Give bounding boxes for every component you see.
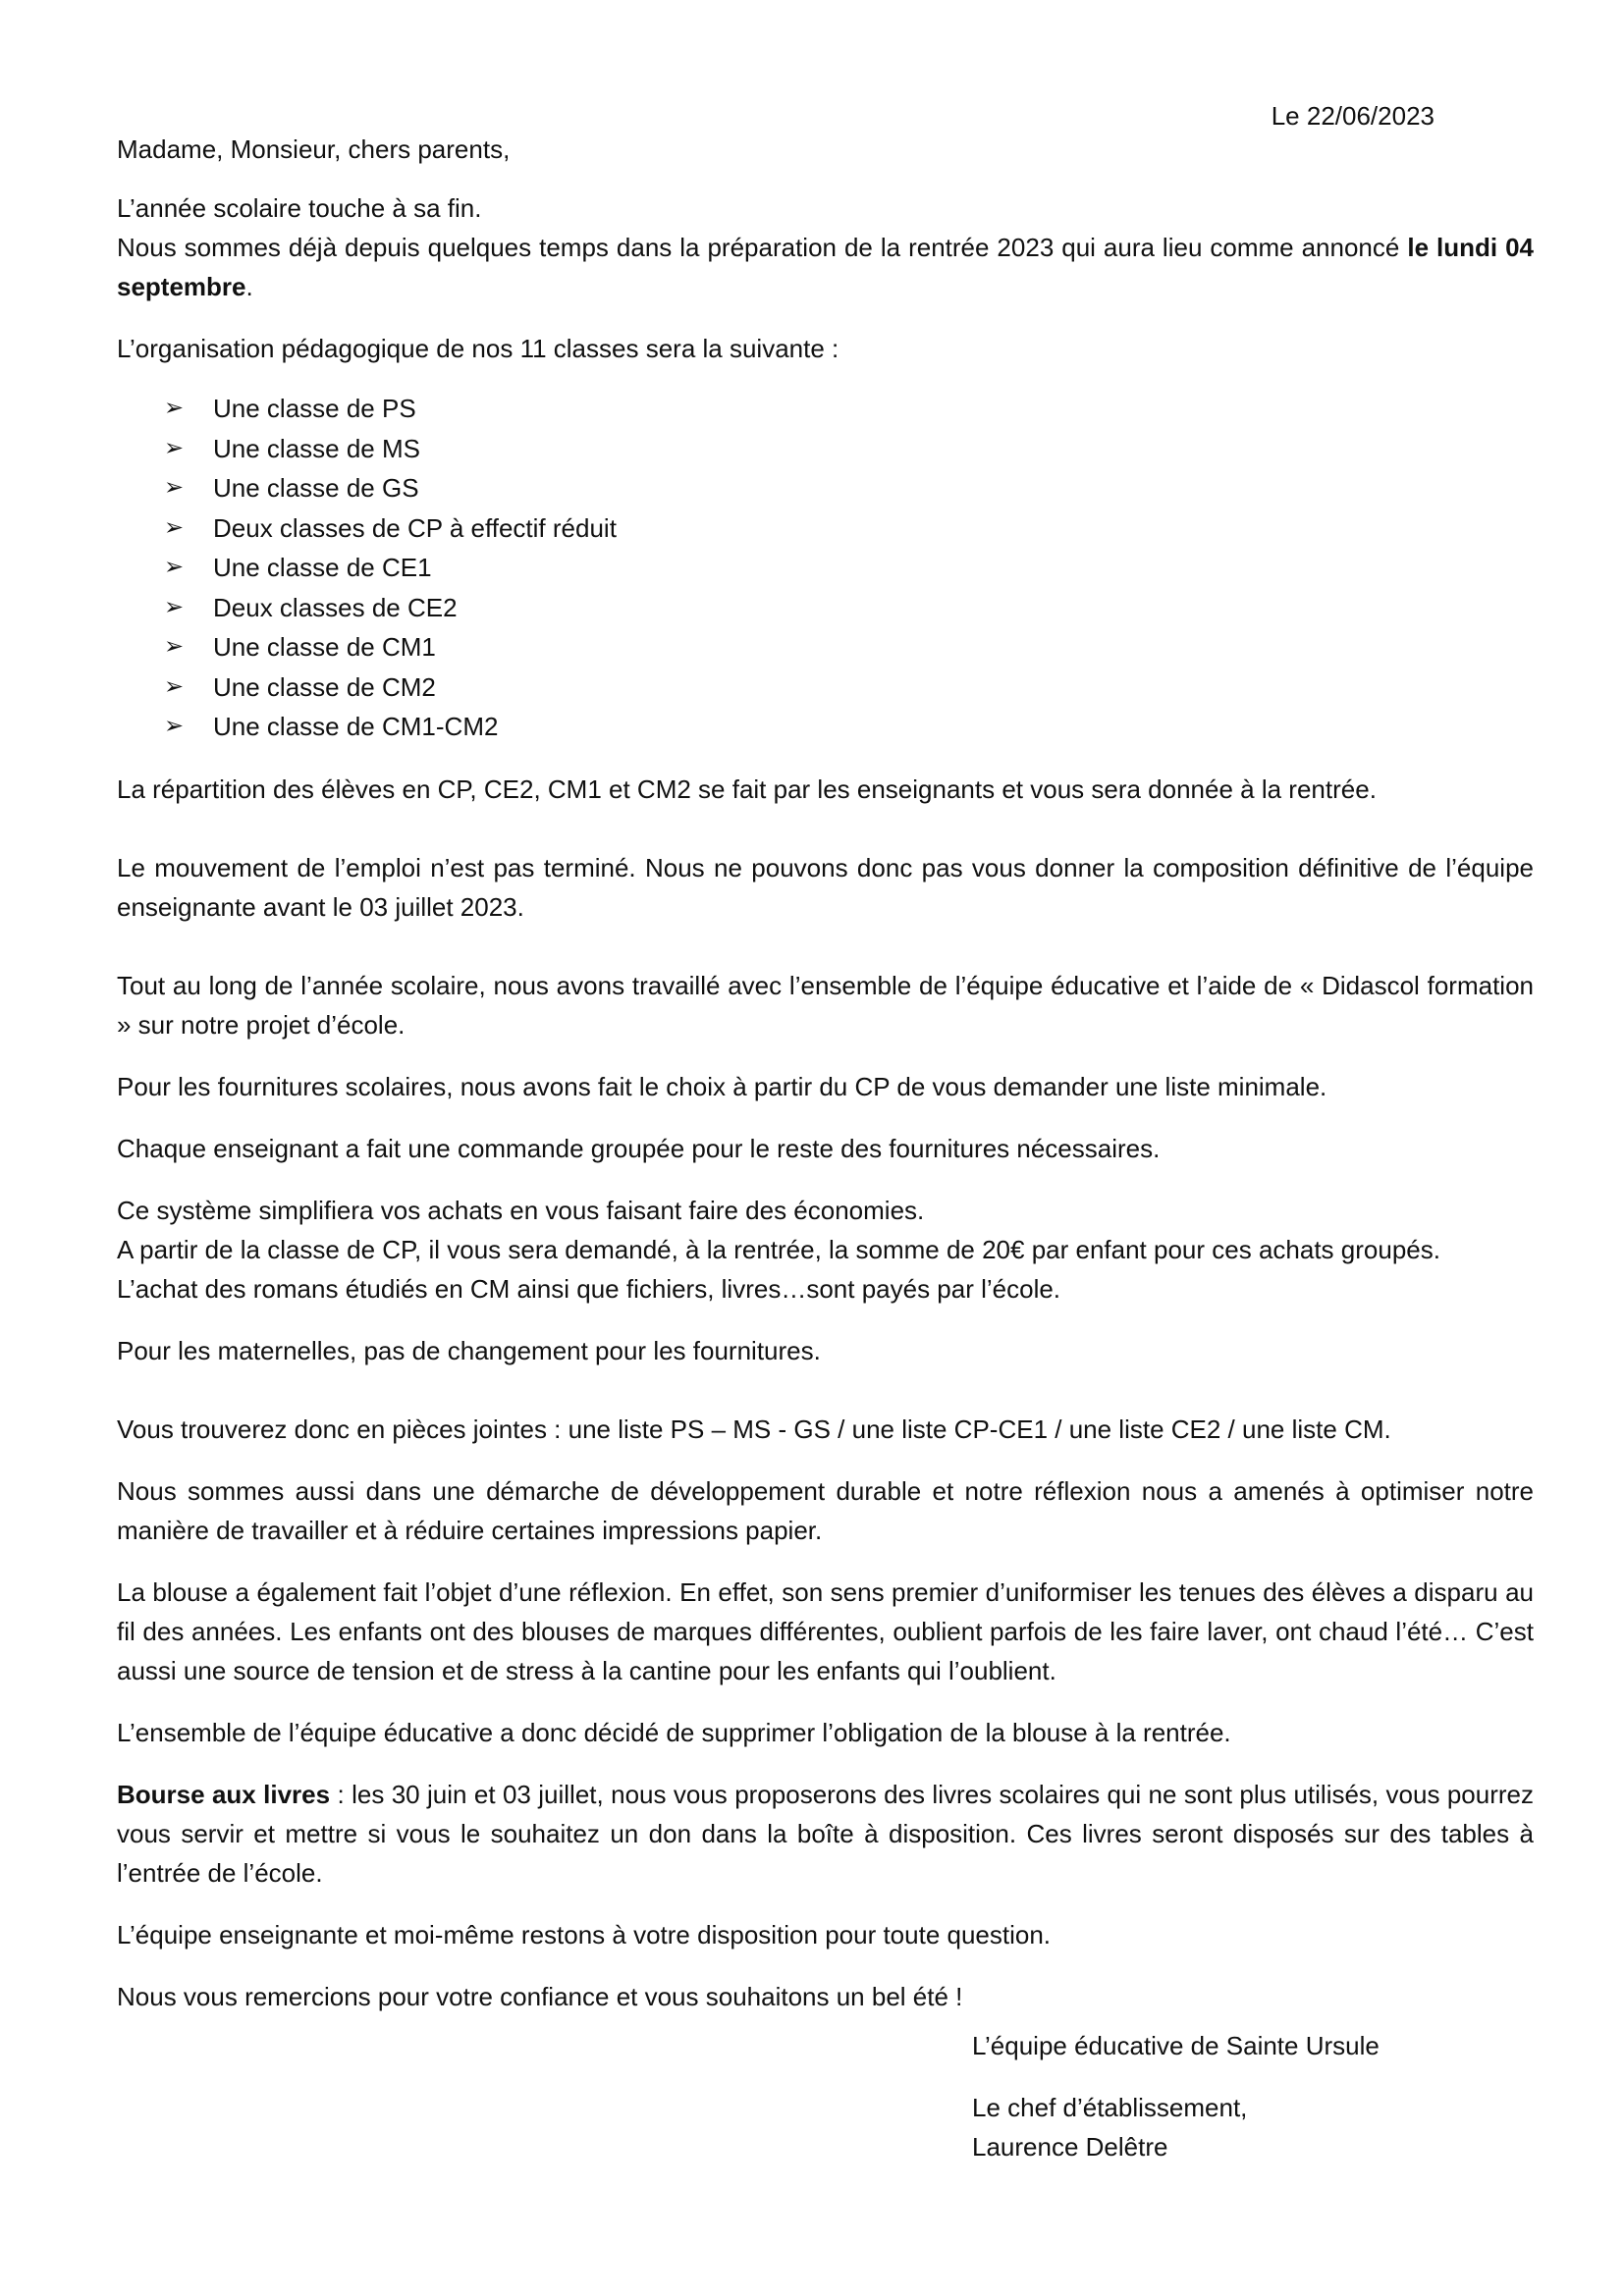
maternelles-paragraph: Pour les maternelles, pas de changement pour les fournitures. — [117, 1335, 821, 1365]
list-item — [164, 468, 1534, 508]
arrowhead-bullet-icon: ➢ — [164, 554, 185, 580]
letter-date: Le 22/06/2023 — [1271, 101, 1435, 131]
intro-line-1: L’année scolaire touche à sa fin. — [117, 193, 482, 223]
signature-name: Laurence Delêtre — [972, 2132, 1168, 2162]
remerciements-paragraph: Nous vous remercions pour votre confiance et vous souhaitons un bel été ! — [117, 1981, 963, 2011]
letter-body — [117, 130, 1534, 2016]
arrowhead-bullet-icon: ➢ — [164, 474, 185, 501]
arrowhead-bullet-icon: ➢ — [164, 593, 185, 620]
class-label: Une classe de CM1 — [213, 632, 436, 662]
arrowhead-bullet-icon: ➢ — [164, 713, 185, 739]
signature-title: Le chef d’établissement, — [972, 2093, 1248, 2122]
rentree-date: le lundi 04 septembre — [117, 233, 1534, 301]
greeting: Madame, Monsieur, chers parents, — [117, 134, 511, 164]
list-item — [164, 667, 1534, 708]
list-item — [164, 389, 1534, 429]
blouse-paragraph: La blouse a également fait l’objet d’une réflexion. En effet, son sens premier d’uniformiser les tenues des élèves a disparu au fil des années. Les enfants ont des blouses de marques différentes, oublient parfois de les faire laver, ont chaud l’été… C’est aussi une source de tension et de stress à la cantine pour les enfants qui l’oublient. — [117, 1576, 1534, 1685]
list-item — [164, 707, 1534, 747]
class-label: Deux classes de CP à effectif réduit — [213, 512, 617, 543]
fournitures-paragraph: Pour les fournitures scolaires, nous avons fait le choix à partir du CP de vous demander une liste minimale. — [117, 1071, 1327, 1101]
class-label: Une classe de CM2 — [213, 671, 436, 702]
signature-team: L’équipe éducative de Sainte Ursule — [972, 2031, 1380, 2060]
list-item — [164, 429, 1534, 469]
decision-paragraph: L’ensemble de l’équipe éducative a donc décidé de supprimer l’obligation de la blouse à la rentrée. — [117, 1717, 1231, 1747]
bourse-heading: Bourse aux livres — [117, 1779, 331, 1809]
intro-line-2 — [117, 228, 1534, 306]
class-label: Une classe de PS — [213, 394, 416, 423]
listes-paragraph: Vous trouverez donc en pièces jointes : une liste PS – MS - GS / une liste CP-CE1 / une liste CE2 / une liste CM. — [117, 1414, 1391, 1444]
intro-text: Nous sommes déjà depuis quelques temps dans la préparation de la rentrée 2023 qui aura lieu comme annoncé — [117, 233, 1400, 262]
arrowhead-bullet-icon: ➢ — [164, 633, 185, 660]
list-item — [164, 588, 1534, 628]
arrowhead-bullet-icon: ➢ — [164, 434, 185, 461]
class-label: Une classe de CM1-CM2 — [213, 712, 499, 741]
classes-list — [117, 389, 1534, 747]
durable-paragraph: Nous sommes aussi dans une démarche de développement durable et notre réflexion nous a amenés à optimiser notre manière de travailler et à réduire certaines impressions papier. — [117, 1475, 1534, 1545]
bourse-text: : les 30 juin et 03 juillet, nous vous proposerons des livres scolaires qui ne sont plus utilisés, vous pourrez vous servir et mettre si vous le souhaitez un don dans la boîte à disposition. Ces livres seront disposés sur des tables à l’entrée de l’école. — [117, 1779, 1534, 1888]
projet-paragraph: Tout au long de l’année scolaire, nous avons travaillé avec l’ensemble de l’équipe éducative et l’aide de « Didascol formation » sur notre projet d’école. — [117, 970, 1534, 1040]
arrowhead-bullet-icon: ➢ — [164, 513, 185, 541]
mouvement-paragraph: Le mouvement de l’emploi n’est pas terminé. Nous ne pouvons donc pas vous donner la composition définitive de l’équipe enseignante avant le 03 juillet 2023. — [117, 852, 1534, 922]
list-item — [164, 508, 1534, 549]
systeme-line-2: A partir de la classe de CP, il vous sera demandé, à la rentrée, la somme de 20€ par enfant pour ces achats groupés. — [117, 1234, 1440, 1264]
repartition-paragraph: La répartition des élèves en CP, CE2, CM1 et CM2 se fait par les enseignants et vous sera donnée à la rentrée. — [117, 774, 1377, 804]
signature-block — [972, 2026, 1522, 2166]
class-label: Deux classes de CE2 — [213, 592, 458, 622]
list-item — [164, 627, 1534, 667]
class-label: Une classe de GS — [213, 473, 419, 503]
class-label: Une classe de CE1 — [213, 553, 432, 582]
systeme-line-3: L’achat des romans étudiés en CM ainsi que fichiers, livres…sont payés par l’école. — [117, 1273, 1061, 1304]
list-item — [164, 548, 1534, 588]
commande-paragraph: Chaque enseignant a fait une commande groupée pour le reste des fournitures nécessaires. — [117, 1133, 1161, 1163]
systeme-line-1: Ce système simplifiera vos achats en vous faisant faire des économies. — [117, 1195, 925, 1225]
organisation-intro: L’organisation pédagogique de nos 11 classes sera la suivante : — [117, 334, 839, 363]
disposition-paragraph: L’équipe enseignante et moi-même restons à votre disposition pour toute question. — [117, 1919, 1052, 1949]
arrowhead-bullet-icon: ➢ — [164, 395, 185, 421]
bourse-paragraph — [117, 1775, 1534, 1893]
class-label: Une classe de MS — [213, 433, 420, 463]
arrowhead-bullet-icon: ➢ — [164, 672, 185, 700]
intro-end: . — [245, 272, 253, 301]
